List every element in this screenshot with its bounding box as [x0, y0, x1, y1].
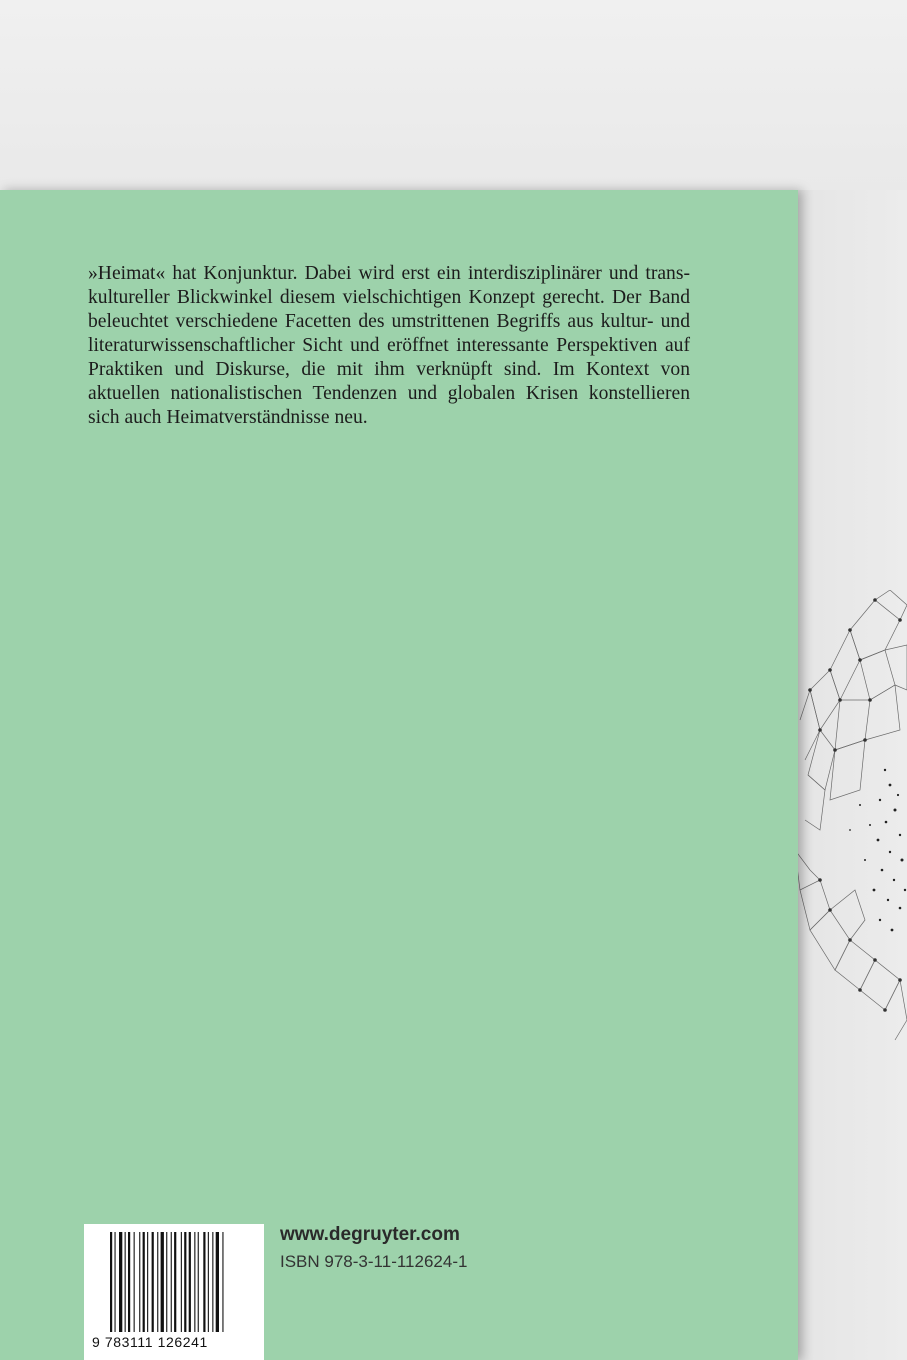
- barcode-bar: [128, 1232, 130, 1332]
- barcode-bar: [171, 1232, 172, 1332]
- barcode-bar: [143, 1232, 145, 1332]
- isbn-number: ISBN 978-3-11-112624-1: [280, 1252, 468, 1271]
- barcode-bar: [198, 1232, 199, 1332]
- barcode-bar: [166, 1232, 167, 1332]
- barcode-bar: [184, 1232, 186, 1332]
- barcode-bar: [157, 1232, 158, 1332]
- barcode-bar: [174, 1232, 176, 1332]
- barcode-bar: [222, 1232, 223, 1332]
- barcode-icon: [110, 1232, 252, 1332]
- barcode-bar: [152, 1232, 154, 1332]
- barcode-bar: [125, 1232, 126, 1332]
- network-globe-icon: [790, 590, 907, 1110]
- barcode-bar: [134, 1232, 135, 1332]
- barcode-bar: [208, 1232, 209, 1332]
- publisher-website[interactable]: www.degruyter.com: [280, 1224, 460, 1245]
- barcode-bar: [212, 1232, 213, 1332]
- barcode-bar: [189, 1232, 191, 1332]
- barcode-digits: 9 783111 126241: [92, 1334, 208, 1350]
- barcode-bar: [139, 1232, 140, 1332]
- barcode-bar: [194, 1232, 195, 1332]
- barcode-bar: [181, 1232, 182, 1332]
- barcode-bar: [119, 1232, 122, 1332]
- barcode-bar: [110, 1232, 112, 1332]
- barcode-bar: [161, 1232, 164, 1332]
- barcode-bar: [147, 1232, 148, 1332]
- barcode-bar: [216, 1232, 219, 1332]
- backdrop-top: [0, 0, 907, 190]
- barcode-bar: [203, 1232, 205, 1332]
- barcode-bar: [115, 1232, 116, 1332]
- blurb-text: »Heimat« hat Konjunktur. Dabei wird erst ein interdisziplinärer und transkultureller Blickwinkel diesem vielschichtigen Konzept gerecht. Der Band beleuchtet verschiedene Facetten des umstrittenen Begriffs aus kultur- und literaturwissenschaftlicher Sicht und eröffnet interessante Perspektiven auf Praktiken und Diskurse, die mit ihm verknüpft sind. Im Kontext von aktuellen nationalistischen Tendenzen und globalen Krisen konstellieren sich auch Heimatverständnisse neu.: [88, 263, 690, 428]
- back-cover: [0, 190, 798, 1360]
